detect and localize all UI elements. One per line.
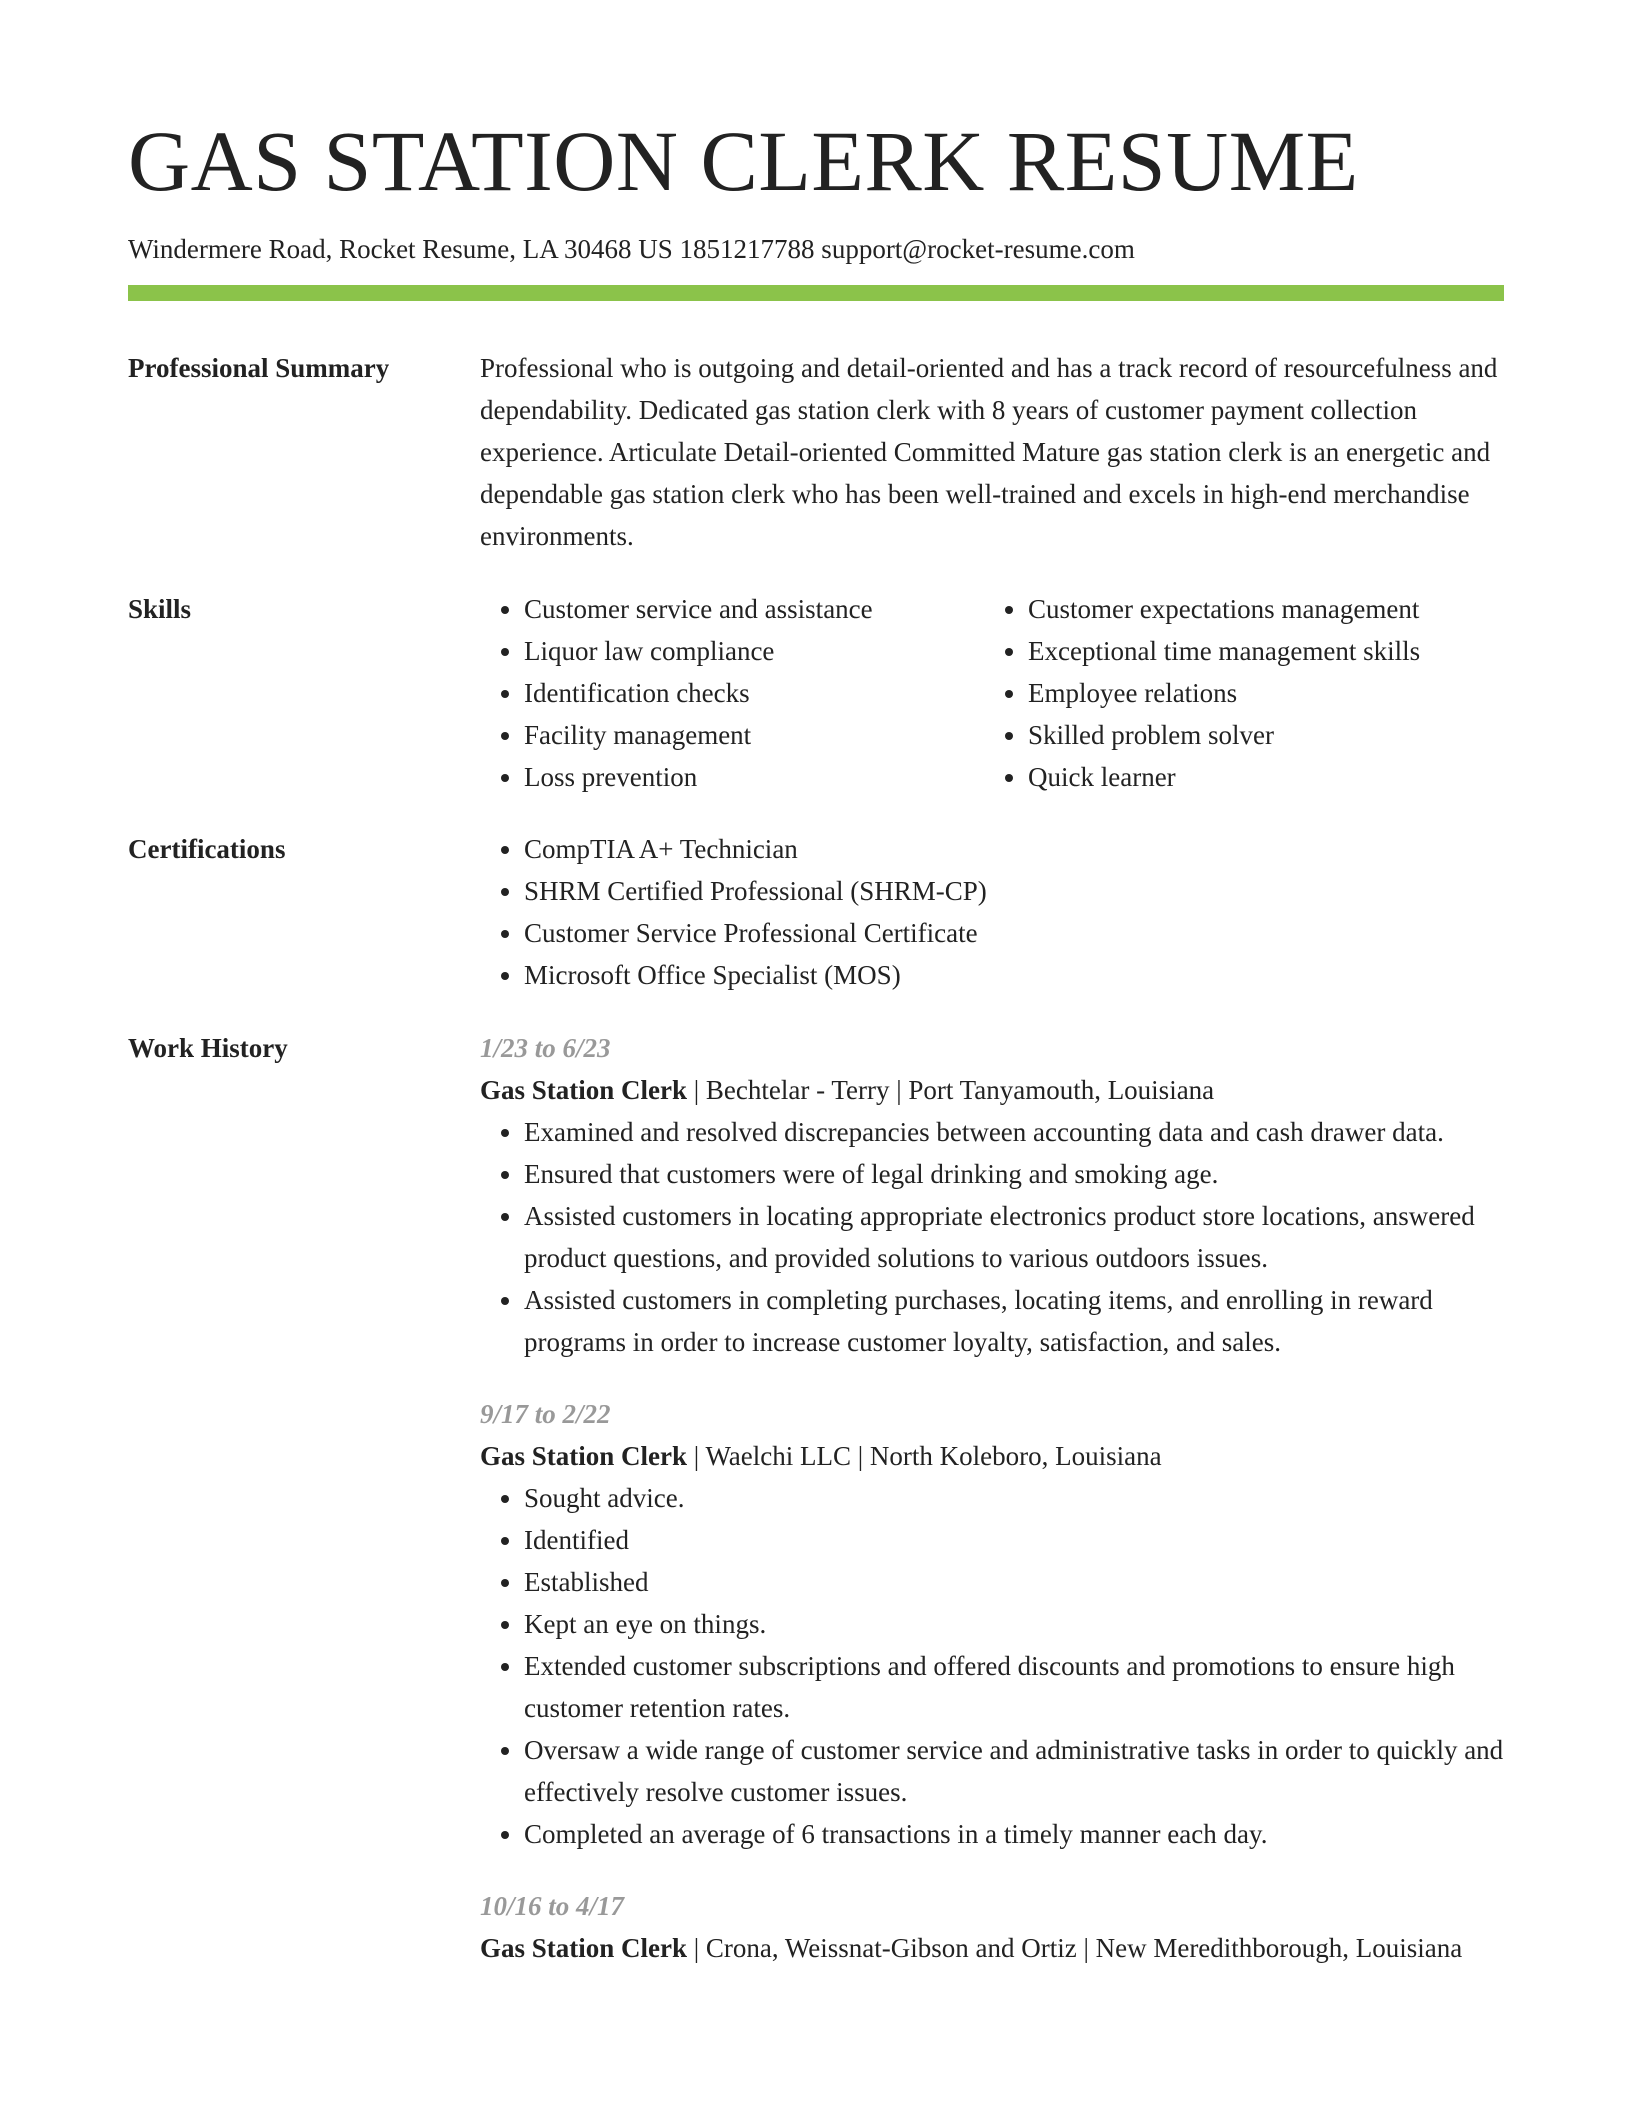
job-bullet: • Examined and resolved discrepancies between accounting data and cash drawer data. [524,1111,1504,1153]
job-bullet: • Kept an eye on things. [524,1603,1504,1645]
skills-list-left [480,588,984,798]
job-title: Gas Station Clerk [480,1933,688,1963]
skill-item: • Loss prevention [524,756,984,798]
job-location: New Meredithborough, Louisiana [1095,1933,1463,1963]
job-bullet: • Sought advice. [524,1477,1504,1519]
job-bullet: • Assisted customers in locating appropriate electronics product store locations, answered product questions, and provided solutions to various outdoors issues. [524,1195,1504,1279]
skills-grid [480,588,1504,798]
job-bullet: • Identified [524,1519,1504,1561]
contact-line: Windermere Road, Rocket Resume, LA 30468 US 1851217788 support@rocket-resume.com [128,234,1135,264]
skill-item: • Customer expectations management [1028,588,1504,630]
job-entry [480,1885,1504,1969]
separator: | [889,1075,909,1105]
certifications-body [480,828,1504,996]
job-title: Gas Station Clerk [480,1441,688,1471]
separator: | [1076,1933,1096,1963]
job-entry [480,1393,1504,1855]
separator: | [687,1075,706,1105]
job-heading [480,1069,1504,1111]
job-bullets [480,1111,1504,1363]
accent-divider [128,285,1504,301]
job-dates: 1/23 to 6/23 [480,1033,611,1063]
job-location: Port Tanyamouth, Louisiana [908,1075,1215,1105]
job-dates: 10/16 to 4/17 [480,1891,625,1921]
job-dates: 9/17 to 2/22 [480,1399,611,1429]
job-company: Crona, Weissnat-Gibson and Ortiz [705,1933,1077,1963]
certification-item: • CompTIA A+ Technician [524,828,1504,870]
job-bullet: • Ensured that customers were of legal drinking and smoking age. [524,1153,1504,1195]
job-company: Waelchi LLC [705,1441,851,1471]
skill-item: • Exceptional time management skills [1028,630,1504,672]
work-history-label: Work History [128,1033,288,1063]
job-bullet: • Extended customer subscriptions and offered discounts and promotions to ensure high customer retention rates. [524,1645,1504,1729]
certification-item: • Customer Service Professional Certificate [524,912,1504,954]
certification-item: • SHRM Certified Professional (SHRM-CP) [524,870,1504,912]
job-company: Bechtelar - Terry [705,1075,890,1105]
skill-item: • Identification checks [524,672,984,714]
job-heading [480,1927,1504,1969]
summary-body [480,347,1504,557]
skill-item: • Facility management [524,714,984,756]
work-history-body [480,1027,1504,1999]
separator: | [850,1441,870,1471]
skill-item: • Customer service and assistance [524,588,984,630]
job-title: Gas Station Clerk [480,1075,688,1105]
separator: | [687,1933,706,1963]
summary-label: Professional Summary [128,353,390,383]
skill-item: • Liquor law compliance [524,630,984,672]
separator: | [687,1441,706,1471]
resume-title: GAS STATION CLERK RESUME [128,113,1359,209]
job-bullet: • Completed an average of 6 transactions in a timely manner each day. [524,1813,1504,1855]
skill-item: • Quick learner [1028,756,1504,798]
job-bullet: • Established [524,1561,1504,1603]
job-bullet: • Assisted customers in completing purchases, locating items, and enrolling in reward programs in order to increase customer loyalty, satisfaction, and sales. [524,1279,1504,1363]
certification-item: • Microsoft Office Specialist (MOS) [524,954,1504,996]
job-bullet: • Oversaw a wide range of customer service and administrative tasks in order to quickly and effectively resolve customer issues. [524,1729,1504,1813]
summary-text: Professional who is outgoing and detail-oriented and has a track record of resourcefulness and dependability. Dedicated gas station clerk with 8 years of customer payment collection experience. Articulate Detail-oriented Committed Mature gas station clerk is an energetic and dependable gas station clerk who has been well-trained and excels in high-end merchandise environments. [480,353,1498,551]
job-bullets [480,1477,1504,1855]
job-entry [480,1027,1504,1363]
job-heading [480,1435,1504,1477]
job-location: North Koleboro, Louisiana [869,1441,1162,1471]
skills-list-right [984,588,1504,798]
skills-label: Skills [128,594,192,624]
skill-item: • Employee relations [1028,672,1504,714]
certifications-label: Certifications [128,834,286,864]
certifications-list [480,828,1504,996]
skill-item: • Skilled problem solver [1028,714,1504,756]
